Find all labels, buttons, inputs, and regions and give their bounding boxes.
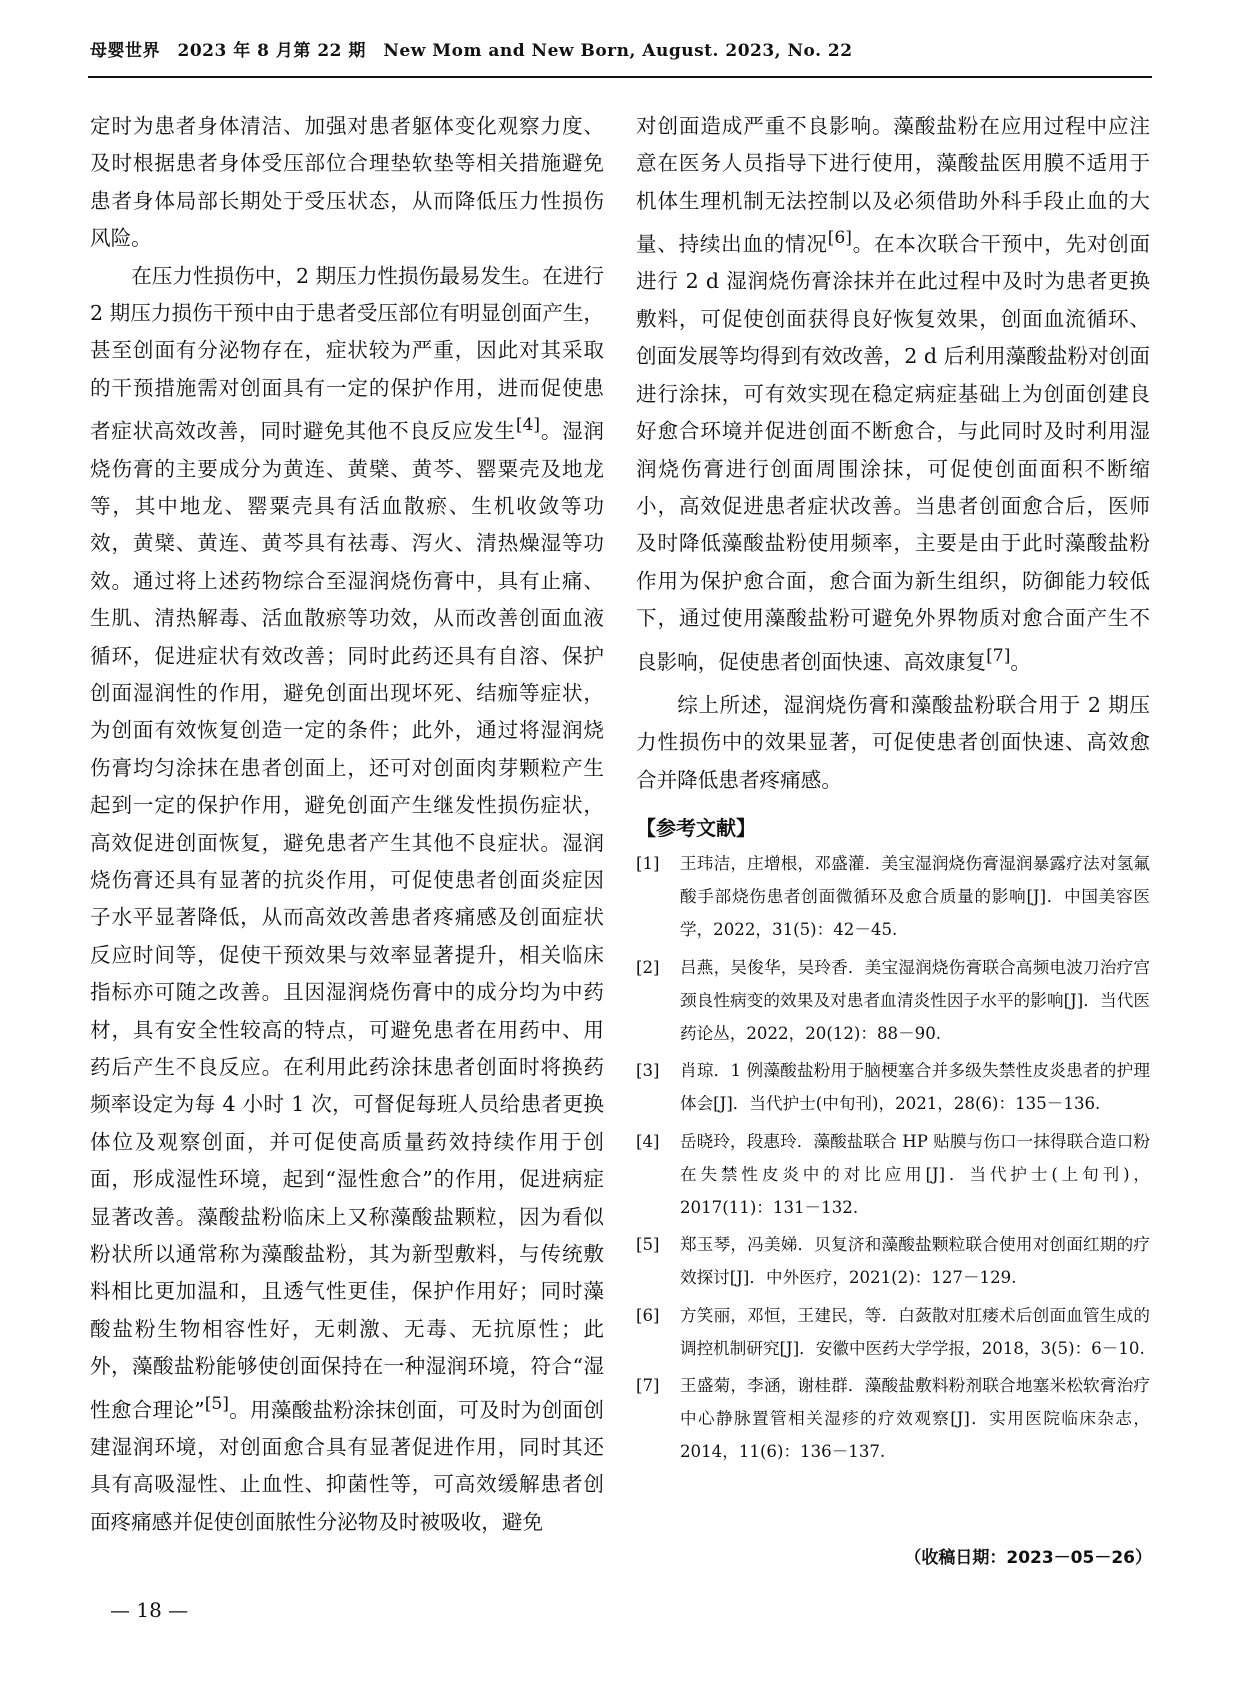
reference-number: [1]	[636, 854, 660, 874]
reference-number: [2]	[636, 957, 660, 977]
left-p2-text-c: 。用藻酸盐粉涂抹创面，可及时为创面创建湿润环境，对创面愈合具有显著促进作用，同时其还具有高吸湿性、止血性、抑菌性等，可高效缓解患者创面疼痛感并促使创面脓性分泌物及时被吸收，避免	[90, 1397, 605, 1534]
reference-text: 郑玉琴，冯美娣．贝复济和藻酸盐颗粒联合使用对创面红期的疗效探讨[J]．中外医疗，2021(2)：127－129.	[680, 1235, 1150, 1288]
reference-number: [4]	[636, 1131, 660, 1151]
reference-item	[636, 1228, 1150, 1294]
references-heading: 【参考文献】	[636, 816, 756, 841]
reference-item	[636, 951, 1150, 1051]
right-column	[636, 108, 1150, 1473]
reference-text: 肖琼．1 例藻酸盐粉用于脑梗塞合并多级失禁性皮炎患者的护理体会[J]．当代护士(中旬刊)，2021，28(6)：135－136.	[680, 1061, 1150, 1114]
left-p2-text-a: 在压力性损伤中，2 期压力性损伤最易发生。在进行 2 期压力损伤干预中由于患者受压部位有明显创面产生，甚至创面有分泌物存在，症状较为严重，因此对其采取的干预措施需对创面具有一定的保护作用，进而促使患者症状高效改善，同时避免其他不良反应发生	[90, 263, 604, 444]
citation-5: [5]	[204, 1393, 230, 1414]
reference-text: 吕燕，吴俊华，吴玲香．美宝湿润烧伤膏联合高频电波刀治疗宫颈良性病变的效果及对患者血清炎性因子水平的影响[J]．当代医药论丛，2022，20(12)：88－90.	[680, 957, 1150, 1044]
left-column	[90, 108, 604, 1541]
right-p1-text-a: 对创面造成严重不良影响。藻酸盐粉在应用过程中应注意在医务人员指导下进行使用，藻酸盐医用膜不适用于机体生理机制无法控制以及必须借助外科手段止血的大量、持续出血的情况	[636, 114, 1150, 257]
reference-text: 岳晓玲，段惠玲．藻酸盐联合 HP 贴膜与伤口一抹得联合造口粉在失禁性皮炎中的对比应用[J]．当代护士(上旬刊)，2017(11)：131－132.	[680, 1131, 1150, 1218]
header-text: 母婴世界 2023 年 8 月第 22 期 New Mom and New Born, August. 2023, No. 22	[90, 41, 853, 61]
right-p1-text-b: 。在本次联合干预中，先对创面进行 2 d 湿润烧伤膏涂抹并在此过程中及时为患者更换敷料，可促使创面获得良好恢复效果，创面血流循环、创面发展等均得到有效改善，2 d 后利用藻酸盐粉对创面进行涂抹，可有效实现在稳定病症基础上为创面创建良好愈合环境并促进创面不断愈合，与此同时及时利用湿润烧伤膏进行创面周围涂抹，可促使创面面积不断缩小，高效促进患者症状改善。当患者创面愈合后，医师及时降低藻酸盐粉使用频率，主要是由于此时藻酸盐粉作用为保护愈合面，愈合面为新生组织，防御能力较低下，通过使用藻酸盐粉可避免外界物质对愈合面产生不良影响，促使患者创面快速、高效康复	[636, 232, 1151, 674]
citation-4: [4]	[515, 415, 541, 436]
left-p2-text-b: 。湿润烧伤膏的主要成分为黄连、黄檗、黄芩、罂粟壳及地龙等，其中地龙、罂粟壳具有活血散瘀、生机收敛等功效，黄檗、黄连、黄芩具有祛毒、泻火、清热燥湿等功效。通过将上述药物综合至湿润烧伤膏中，具有止痛、生肌、清热解毒、活血散瘀等功效，从而改善创面血液循环，促进症状有效改善；同时此药还具有自溶、保护创面湿润性的作用，避免创面出现坏死、结痂等症状，为创面有效恢复创造一定的条件；此外，通过将湿润烧伤膏均匀涂抹在患者创面上，还可对创面肉芽颗粒产生起到一定的保护作用，避免创面产生继发性损伤症状，高效促进创面恢复，避免患者产生其他不良症状。湿润烧伤膏还具有显著的抗炎作用，可促使患者创面炎症因子水平显著降低，从而高效改善患者疼痛感及创面症状反应时间等，促使干预效果与效率显著提升，相关临床指标亦可随之改善。且因湿润烧伤膏中的成分均为中药材，具有安全性较高的特点，可避免患者在用药中、用药后产生不良反应。在利用此药涂抹患者创面时将换药频率设定为每 4 小时 1 次，可督促每班人员给患者更换体位及观察创面，并可促使高质量药效持续作用于创面，形成湿性环境，起到“湿性愈合”的作用，促进病症显著改善。藻酸盐粉临床上又称藻酸盐颗粒，因为看似粉状所以通常称为藻酸盐粉，其为新型敷料，与传统敷料相比更加温和，且透气性更佳，保护作用好；同时藻酸盐粉生物相容性好，无刺激、无毒、无抗原性；此外，藻酸盐粉能够使创面保持在一种湿润环境，符合“湿性愈合理论”	[90, 419, 605, 1422]
reference-text: 方笑丽，邓恒，王建民，等．白蔹散对肛瘘术后创面血管生成的调控机制研究[J]．安徽中医药大学学报，2018，3(5)：6－10.	[680, 1305, 1150, 1358]
left-paragraph-2	[90, 258, 604, 1542]
right-paragraph-1	[636, 108, 1150, 681]
reference-item	[636, 1125, 1150, 1225]
references-list	[636, 847, 1150, 1469]
citation-7: [7]	[986, 645, 1011, 666]
right-p1-text-c: 。	[1010, 649, 1031, 674]
conclusion-paragraph: 综上所述，湿润烧伤膏和藻酸盐粉联合用于 2 期压力性损伤中的效果显著，可促使患者创面快速、高效愈合并降低患者疼痛感。	[636, 692, 1150, 792]
header-rule	[88, 76, 1152, 78]
reference-item	[636, 1299, 1150, 1365]
reference-number: [6]	[636, 1305, 660, 1325]
reference-item	[636, 1369, 1150, 1469]
reference-text: 王盛菊，李涵，谢桂群．藻酸盐敷料粉剂联合地塞米松软膏治疗中心静脉置管相关湿疹的疗效观察[J]．实用医院临床杂志，2014，11(6)：136－137.	[680, 1376, 1150, 1462]
reference-item	[636, 847, 1150, 947]
running-header	[90, 36, 1150, 68]
reference-number: [5]	[636, 1235, 660, 1255]
reference-item	[636, 1054, 1150, 1120]
page-number: — 18 —	[110, 1598, 189, 1622]
left-paragraph-1: 定时为患者身体清洁、加强对患者躯体变化观察力度、及时根据患者身体受压部位合理垫软垫等相关措施避免患者身体局部长期处于受压状态，从而降低压力性损伤风险。	[90, 114, 604, 251]
reference-number: [3]	[636, 1061, 660, 1081]
reference-number: [7]	[636, 1376, 660, 1396]
reference-text: 王玮洁，庄增根，邓盛灌．美宝湿润烧伤膏湿润暴露疗法对氢氟酸手部烧伤患者创面微循环及愈合质量的影响[J]．中国美容医学，2022，31(5)：42－45.	[680, 854, 1150, 940]
citation-6: [6]	[827, 228, 852, 249]
received-date: （收稿日期：2023－05－26）	[904, 1548, 1152, 1568]
